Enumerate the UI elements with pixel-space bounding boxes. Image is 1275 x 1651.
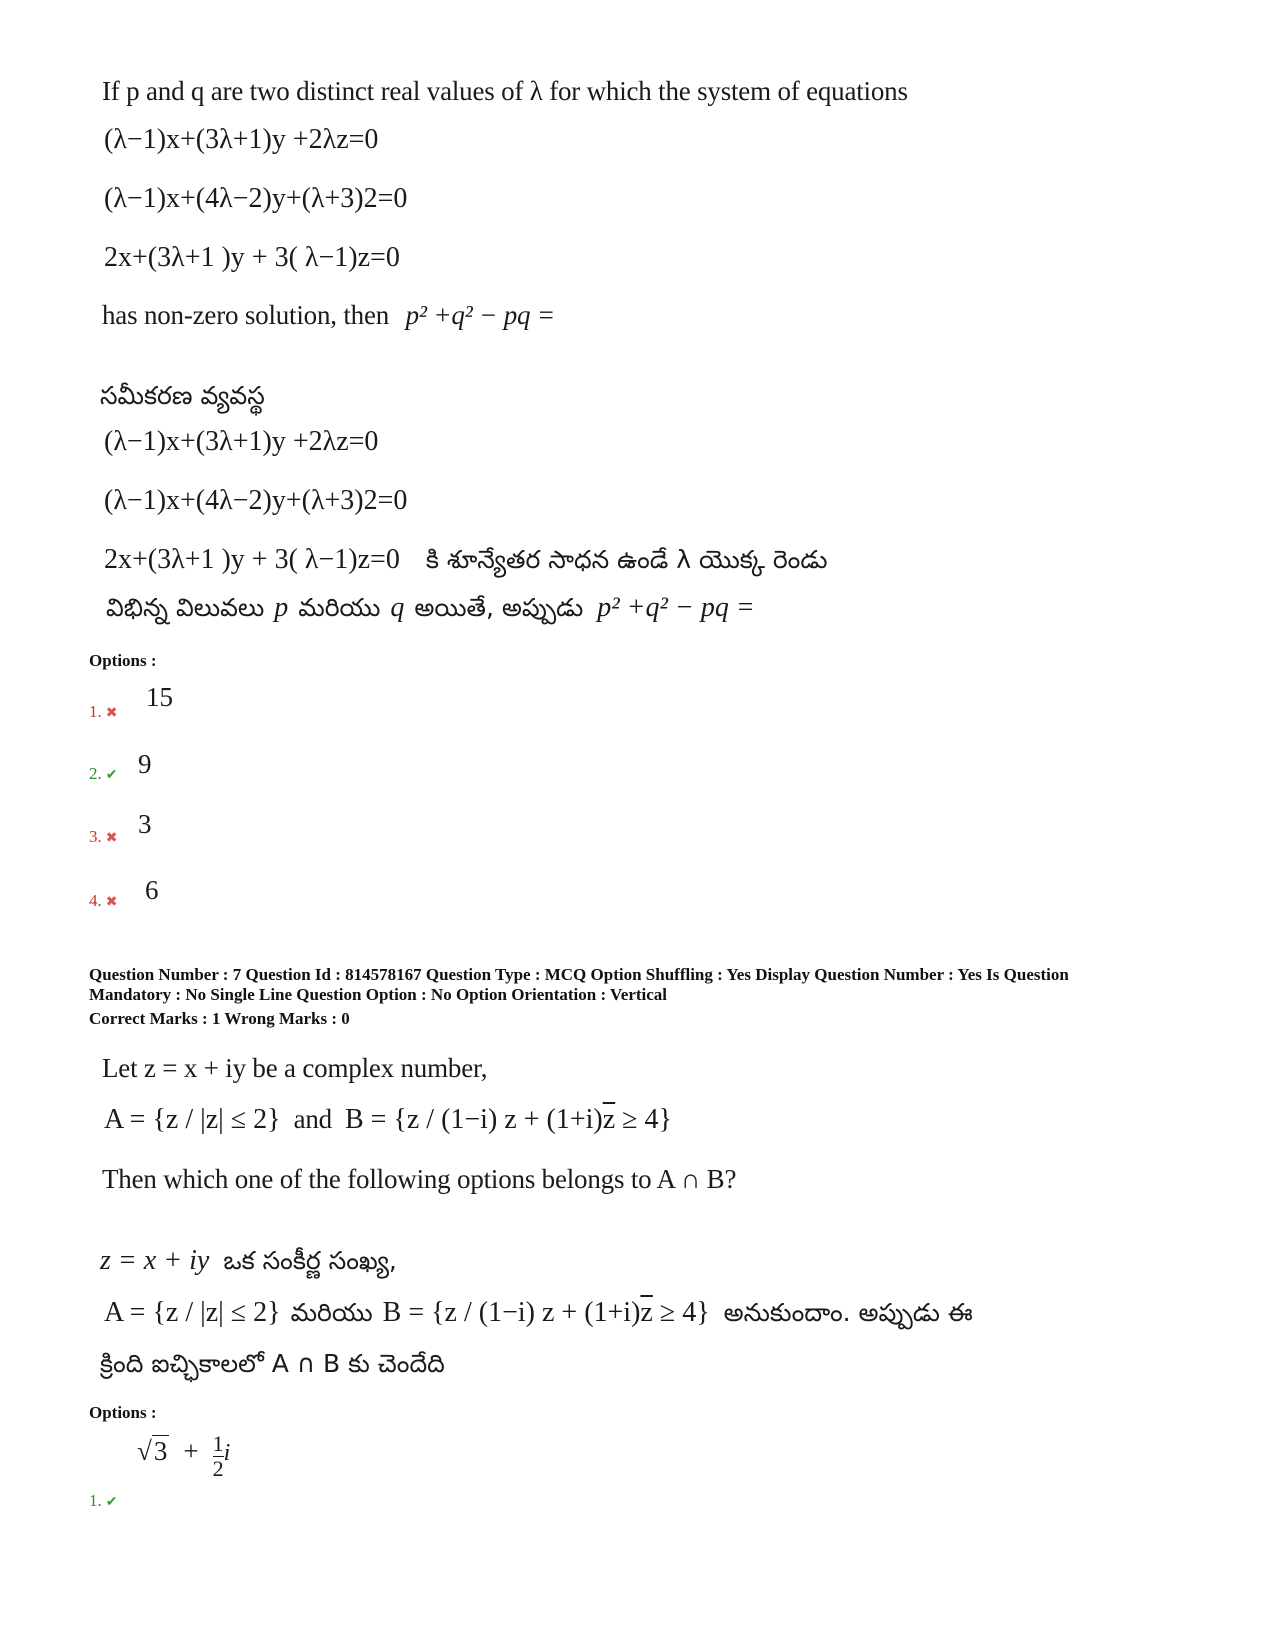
q6-option-1-marker: [89, 702, 117, 722]
q7-telugu-sets: [104, 1297, 973, 1334]
q7-option-1-number: 1.: [89, 1491, 102, 1510]
q6-option-4-value[interactable]: 6: [145, 875, 159, 905]
cross-icon: ✖: [105, 706, 118, 721]
q7-telugu-intro: [100, 1245, 397, 1282]
q6-telugu-q: q: [390, 592, 405, 623]
q6-option-3-marker: [89, 827, 117, 847]
q7-question: Then which one of the following options belongs to A ∩ B?: [102, 1164, 737, 1194]
q6-telugu-line-4: [106, 592, 755, 629]
q7-set-b-prefix: B = {z / (1−i) z + (1+i): [344, 1104, 603, 1135]
check-icon: ✔: [105, 768, 118, 783]
q6-telugu-line-4-b: మరియు: [298, 593, 381, 622]
q6-option-4-marker: [89, 891, 117, 911]
q6-option-2-marker: [89, 764, 117, 784]
q6-option-2-number: 2.: [89, 764, 102, 783]
q7-option-1-sqrt-arg: 3: [153, 1436, 168, 1467]
q6-telugu-line-4-a: విభిన్న విలువలు: [106, 593, 265, 622]
q6-telugu-intro: సమీకరణ వ్యవస్థ: [100, 381, 265, 410]
q6-telugu-p: p: [274, 592, 289, 623]
q7-option-1-imaginary: i: [223, 1440, 231, 1467]
q6-telugu-equation-1: (λ−1)x+(3λ+1)y +2λz=0: [104, 426, 379, 457]
cross-icon: ✖: [105, 895, 118, 910]
q6-options-label: Options :: [89, 651, 157, 670]
q6-option-2-value[interactable]: 9: [138, 749, 152, 779]
q6-equation-1: (λ−1)x+(3λ+1)y +2λz=0: [104, 124, 379, 155]
q6-telugu-line-3: [104, 544, 828, 581]
q6-conclusion: [102, 300, 555, 331]
q7-telugu-intro-expression: z = x + iy: [100, 1245, 210, 1276]
q7-options-label: Options :: [89, 1403, 157, 1422]
q6-option-3-value[interactable]: 3: [138, 809, 152, 839]
q7-meta-line-1: Question Number : 7 Question Id : 814578167 Question Type : MCQ Option Shuffling : Yes Display Question Number : Yes Is Question: [89, 965, 1069, 984]
q6-option-1-number: 1.: [89, 702, 102, 721]
q7-telugu-set-b-suffix: ≥ 4}: [652, 1297, 710, 1328]
cross-icon: ✖: [105, 831, 118, 846]
q6-option-4-number: 4.: [89, 891, 102, 910]
q6-telugu-line-4-c: అయితే, అప్పుడు: [414, 593, 584, 622]
q6-conclusion-expression: p² +q² − pq =: [405, 300, 555, 330]
q7-intro: Let z = x + iy be a complex number,: [102, 1053, 488, 1083]
q6-option-1-value[interactable]: 15: [146, 682, 173, 712]
q6-telugu-expression: p² +q² − pq =: [597, 592, 755, 623]
q7-sets: [104, 1104, 672, 1136]
q7-set-b-zbar: $\overline{z}$: [602, 1104, 616, 1135]
q7-marks: Correct Marks : 1 Wrong Marks : 0: [89, 1009, 350, 1028]
q7-option-1-value[interactable]: [137, 1432, 230, 1481]
q7-and: and: [293, 1104, 332, 1134]
q7-option-1-sqrt: √3: [137, 1436, 168, 1467]
q7-telugu-intro-text: ఒక సంకీర్ణ సంఖ్య,: [223, 1246, 397, 1275]
q7-set-a: A = {z / |z| ≤ 2}: [104, 1104, 281, 1135]
q7-telugu-and: మరియు: [290, 1298, 373, 1327]
q7-telugu-set-b-zbar: $\overline{z}$: [640, 1297, 653, 1328]
q7-telugu-set-b-prefix: B = {z / (1−i) z + (1+i): [382, 1297, 641, 1328]
q7-telugu-line-2-text: అనుకుందాం. అప్పుడు ఈ: [723, 1298, 973, 1327]
check-icon: ✔: [105, 1495, 118, 1510]
q7-telugu-line-3: క్రింది ఐచ్ఛికాలలో A ∩ B కు చెందేది: [100, 1349, 445, 1378]
q6-telugu-line-3-text: కి శూన్యేతర సాధన ఉండే λ యొక్క రెండు: [425, 545, 828, 574]
q7-meta-line-2: Mandatory : No Single Line Question Option : No Option Orientation : Vertical: [89, 985, 668, 1004]
q7-set-b-suffix: ≥ 4}: [615, 1104, 672, 1135]
q7-option-1-fraction: [213, 1432, 224, 1481]
q6-conclusion-text: has non-zero solution, then: [102, 300, 390, 330]
q7-telugu-set-a: A = {z / |z| ≤ 2}: [104, 1297, 281, 1328]
q6-telugu-equation-3: 2x+(3λ+1 )y + 3( λ−1)z=0: [104, 544, 400, 575]
q6-equation-3: 2x+(3λ+1 )y + 3( λ−1)z=0: [104, 242, 400, 273]
q6-equation-2: (λ−1)x+(4λ−2)y+(λ+3)2=0: [104, 183, 408, 214]
q6-telugu-equation-2: (λ−1)x+(4λ−2)y+(λ+3)2=0: [104, 485, 408, 516]
q7-option-1-denominator: 2: [212, 1456, 224, 1481]
q7-option-1-plus: +: [183, 1436, 199, 1467]
q6-intro: If p and q are two distinct real values of λ for which the system of equations: [102, 76, 908, 106]
q7-option-1-numerator: 1: [212, 1431, 224, 1456]
q6-option-3-number: 3.: [89, 827, 102, 846]
q7-option-1-marker: [89, 1491, 117, 1511]
